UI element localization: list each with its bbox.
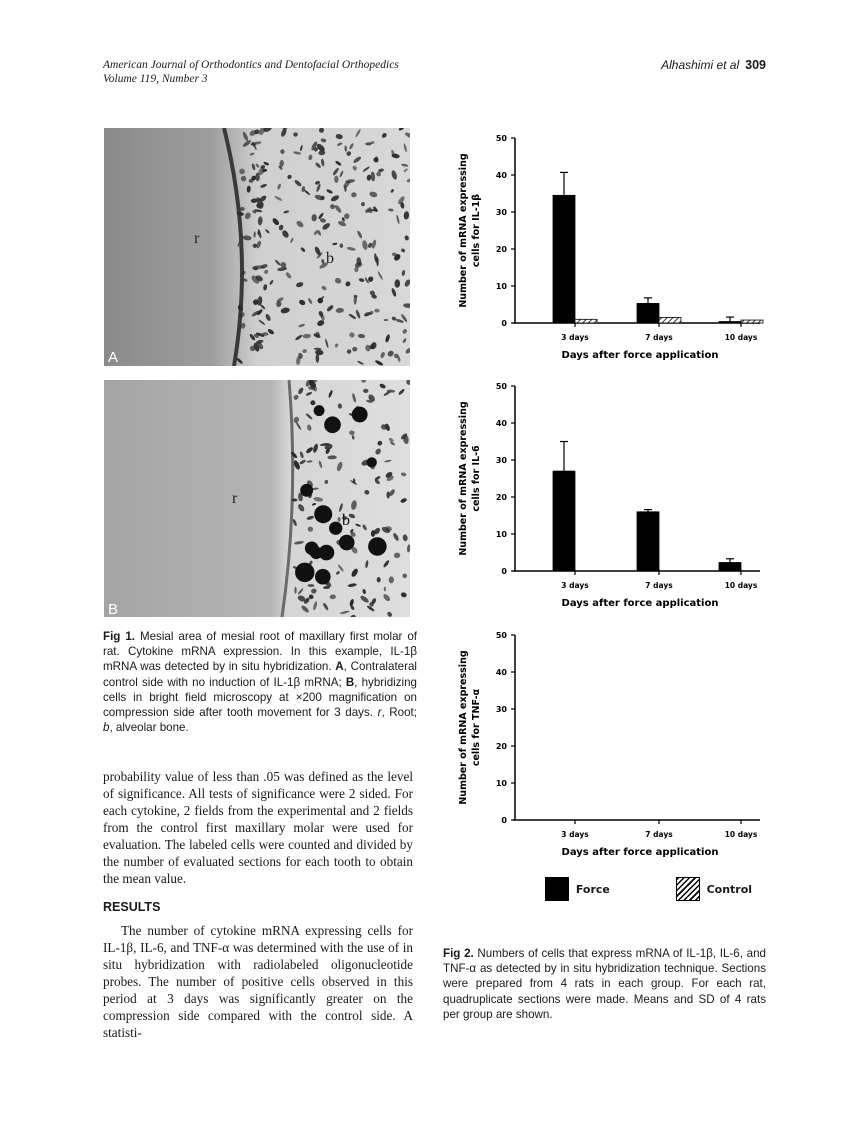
cell-nucleus: [384, 587, 386, 592]
x-tick-label: 3 days: [561, 581, 589, 590]
y-tick-label: 0: [501, 567, 507, 576]
x-axis-label: Days after force application: [561, 847, 719, 858]
caption-b: B: [345, 675, 355, 689]
bar-control-10-days: [741, 320, 763, 323]
y-axis-label-line2: cells for IL-1β: [471, 193, 482, 268]
y-axis-label: [458, 650, 482, 804]
caption-a: A: [335, 660, 344, 674]
hybridizing-cell: [319, 545, 335, 561]
bar-force-10-days: [719, 562, 741, 571]
running-header-page: [661, 58, 766, 73]
x-tick-label: 7 days: [645, 581, 673, 590]
cell-nucleus: [386, 491, 390, 498]
body-paragraph-1: probability value of less than .05 was defined as the level of significance. All tests of significance were 2 sided. For each cytokine, 2 fields from the experimental and 2 fields from the control first maxillary molar were used for evaluation. The labeled cells were counted and divided by the number of evaluated sections for each tooth to obtain the mean value.: [103, 769, 413, 886]
chart-il6: [440, 368, 780, 618]
bar-force-3-days: [553, 195, 575, 323]
bar-control-7-days: [659, 317, 681, 323]
authors: Alhashimi et al: [661, 58, 740, 72]
caption-b-text: , hybridizing cells in bright field microscopy at ×200 magnification on compression side after tooth movement for 3 days.: [103, 675, 417, 720]
y-tick-label: 0: [501, 319, 507, 328]
caption-text: Numbers of cells that express mRNA of IL-1β, IL-6, and TNF-α as detected by in situ hybridization technique. Sections were prepared from 4 rats in each group. For each rat, quadruplicate sections were made. Means and SD of 4 rats per group are shown.: [443, 947, 766, 1021]
root-label: r: [232, 490, 238, 507]
y-tick-label: 10: [495, 530, 507, 539]
hybridizing-cell: [315, 569, 331, 585]
x-axis-label: Days after force application: [561, 598, 719, 609]
hybridizing-cell: [339, 535, 355, 551]
bone-label: b: [342, 512, 350, 529]
journal-name: American Journal of Orthodontics and Dentofacial Orthopedics: [103, 59, 399, 71]
x-tick-label: 3 days: [561, 333, 589, 342]
bar-control-3-days: [575, 319, 597, 323]
y-axis-label-line1: Number of mRNA expressing: [458, 650, 469, 805]
panel-label-a: A: [108, 349, 119, 366]
results-heading: RESULTS: [103, 900, 161, 914]
root-label: r: [194, 230, 200, 247]
caption-title: Fig 2.: [443, 947, 474, 960]
hybridizing-cell: [314, 505, 332, 523]
hybridizing-cell: [324, 416, 341, 433]
y-axis-label-line1: Number of mRNA expressing: [458, 401, 469, 556]
y-tick-label: 20: [495, 245, 507, 254]
y-tick-label: 50: [495, 134, 507, 143]
chart-tnfa: [440, 617, 780, 867]
x-tick-label: 10 days: [724, 581, 758, 590]
chart-il1b: [440, 120, 780, 370]
panel-label-b: B: [108, 601, 119, 617]
hybridizing-cell: [314, 405, 325, 416]
legend-force-swatch: [545, 877, 569, 901]
bar-force-7-days: [637, 512, 659, 571]
y-tick-label: 10: [495, 779, 507, 788]
bar-force-3-days: [553, 471, 575, 571]
page-number: 309: [745, 58, 766, 72]
micrograph-a: [104, 128, 410, 366]
y-axis-label: [458, 153, 482, 307]
caption-bb-text: , alveolar bone.: [109, 721, 189, 735]
y-axis-label-line1: Number of mRNA expressing: [458, 153, 469, 308]
y-tick-label: 40: [495, 419, 507, 428]
chart-legend: [545, 877, 752, 901]
y-tick-label: 50: [495, 631, 507, 640]
bone-label: b: [326, 250, 334, 267]
y-axis-label-line2: cells for TNF-α: [471, 688, 482, 767]
legend-force-label: Force: [575, 882, 610, 896]
x-axis-label: Days after force application: [561, 350, 719, 361]
x-tick-label: 7 days: [645, 333, 673, 342]
y-tick-label: 50: [495, 382, 507, 391]
caption-r-text: , Root;: [381, 706, 418, 720]
bar-force-10-days: [719, 322, 741, 323]
y-tick-label: 10: [495, 282, 507, 291]
running-header-journal: [103, 58, 399, 86]
y-tick-label: 0: [501, 816, 507, 825]
x-tick-label: 3 days: [561, 830, 589, 839]
body-paragraph-2: The number of cytokine mRNA expressing cells for IL-1β, IL-6, and TNF-α was determined with the use of in situ hybridization with radiolabeled oligonucleotide probes. The number of positive cells observed in this period at 3 days was significantly greater on the compression side compared with the control side. A statisti-: [103, 923, 413, 1040]
hybridizing-cell: [352, 407, 368, 423]
y-tick-label: 40: [495, 171, 507, 180]
y-tick-label: 30: [495, 208, 507, 217]
figure1-caption: [103, 629, 417, 735]
hybridizing-cell: [300, 484, 313, 497]
caption-title: Fig 1.: [103, 630, 135, 643]
journal-volume: Volume 119, Number 3: [103, 73, 208, 85]
caption-text: Mesial area of mesial root of maxillary first molar of rat. Cytokine mRNA expression. In this example, IL-1β mRNA was detected by in situ hybridization.: [103, 630, 417, 674]
hybridizing-cell: [367, 457, 377, 467]
legend-control-swatch: [676, 877, 700, 901]
micrograph-b: [104, 380, 410, 617]
caption-r: r: [377, 706, 382, 720]
x-tick-label: 10 days: [724, 333, 758, 342]
legend-control-label: Control: [706, 882, 753, 896]
figure2-caption: [443, 946, 766, 1022]
caption-bb: b: [103, 721, 110, 735]
hybridizing-cell: [368, 537, 387, 556]
x-tick-label: 10 days: [724, 830, 758, 839]
hybridizing-cell: [295, 563, 314, 582]
bar-force-7-days: [637, 303, 659, 323]
y-axis-label-line2: cells for IL-6: [471, 445, 482, 512]
y-tick-label: 20: [495, 493, 507, 502]
y-tick-label: 40: [495, 668, 507, 677]
caption-a-text: , Contralateral control side with no induction of IL-1β mRNA;: [103, 660, 417, 689]
y-axis-label: [458, 401, 482, 555]
hybridizing-cell: [329, 522, 342, 535]
x-tick-label: 7 days: [645, 830, 673, 839]
y-tick-label: 30: [495, 456, 507, 465]
y-tick-label: 20: [495, 742, 507, 751]
y-tick-label: 30: [495, 705, 507, 714]
